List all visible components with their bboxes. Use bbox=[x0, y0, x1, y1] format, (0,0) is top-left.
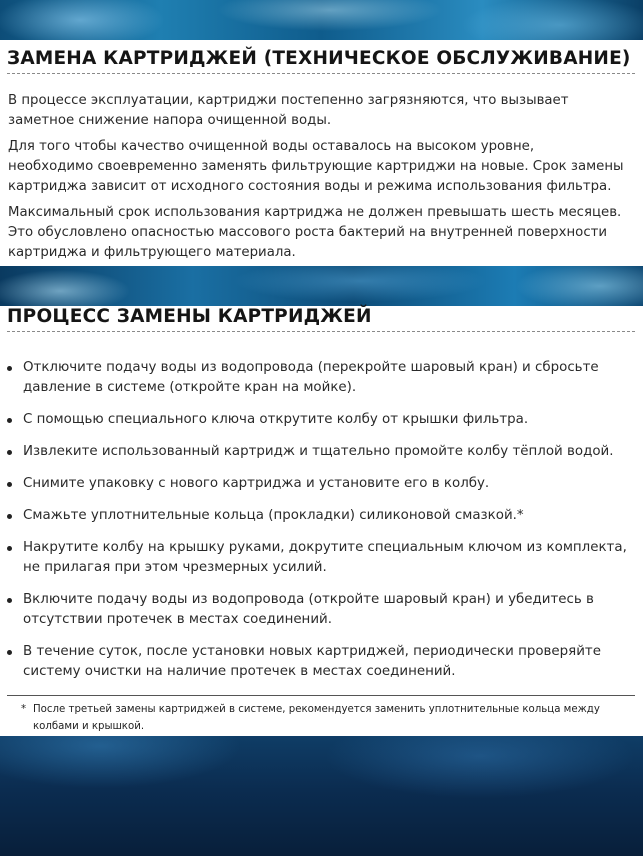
step-line: давление в системе (откройте кран на мойке). bbox=[23, 380, 357, 395]
step-line: не прилагая при этом чрезмерных усилий. bbox=[23, 560, 327, 575]
step-line: Снимите упаковку с нового картриджа и установите его в колбу. bbox=[23, 476, 490, 491]
step-line: Накрутите колбу на крышку руками, докрутите специальным ключом из комплекта, bbox=[23, 540, 627, 555]
section-title: ЗАМЕНА КАРТРИДЖЕЙ (ТЕХНИЧЕСКОЕ ОБСЛУЖИВАНИЕ) bbox=[7, 48, 631, 69]
step-line: Включите подачу воды из водопровода (откройте шаровый кран) и убедитесь в bbox=[23, 592, 594, 607]
list-item bbox=[0, 538, 643, 578]
list-item bbox=[0, 442, 643, 462]
list-item bbox=[0, 642, 643, 682]
bullet-icon bbox=[7, 450, 12, 455]
bullet-icon bbox=[7, 546, 12, 551]
paragraph bbox=[8, 137, 640, 197]
bullet-icon bbox=[7, 598, 12, 603]
bullet-icon bbox=[7, 418, 12, 423]
footnote bbox=[21, 701, 621, 735]
dashed-divider bbox=[7, 73, 635, 74]
paragraph bbox=[8, 91, 640, 131]
paragraph-line: В процессе эксплуатации, картриджи постепенно загрязняются, что вызывает bbox=[8, 93, 569, 108]
water-banner-middle bbox=[0, 266, 643, 306]
footnote-marker: * bbox=[21, 704, 27, 715]
list-item bbox=[0, 506, 643, 526]
list-item bbox=[0, 590, 643, 630]
dashed-divider bbox=[7, 331, 635, 332]
water-background-bottom bbox=[0, 736, 643, 856]
paragraph-line: Это обусловлено опасностью массового роста бактерий на внутренней поверхности bbox=[8, 225, 608, 240]
step-line: С помощью специального ключа открутите колбу от крышки фильтра. bbox=[23, 412, 529, 427]
paragraph-line: необходимо своевременно заменять фильтрующие картриджи на новые. Срок замены bbox=[8, 159, 624, 174]
steps-list bbox=[0, 358, 643, 682]
list-item bbox=[0, 410, 643, 430]
step-line: Отключите подачу воды из водопровода (перекройте шаровый кран) и сбросьте bbox=[23, 360, 599, 375]
list-item bbox=[0, 358, 643, 398]
step-line: В течение суток, после установки новых картриджей, периодически проверяйте bbox=[23, 644, 601, 659]
water-banner-top bbox=[0, 0, 643, 40]
footnote-line: После третьей замены картриджей в системе, рекомендуется заменить уплотнительные кольца между bbox=[33, 704, 600, 715]
paragraph-line: картриджа зависит от исходного состояния воды и режима использования фильтра. bbox=[8, 179, 612, 194]
bullet-icon bbox=[7, 366, 12, 371]
paragraph bbox=[8, 203, 640, 263]
step-line: отсутствии протечек в местах соединений. bbox=[23, 612, 332, 627]
step-line: Смажьте уплотнительные кольца (прокладки) силиконовой смазкой.* bbox=[23, 508, 524, 523]
replacement-process-section bbox=[0, 306, 643, 736]
bullet-icon bbox=[7, 650, 12, 655]
paragraph-line: Для того чтобы качество очищенной воды оставалось на высоком уровне, bbox=[8, 139, 535, 154]
bullet-icon bbox=[7, 482, 12, 487]
footnote-divider bbox=[7, 695, 635, 696]
step-line: систему очистки на наличие протечек в местах соединений. bbox=[23, 664, 456, 679]
paragraph-line: картриджа и фильтрующего материала. bbox=[8, 245, 296, 260]
list-item bbox=[0, 474, 643, 494]
footnote-line: колбами и крышкой. bbox=[33, 721, 145, 732]
paragraph-line: Максимальный срок использования картриджа не должен превышать шесть месяцев. bbox=[8, 205, 622, 220]
bullet-icon bbox=[7, 514, 12, 519]
step-line: Извлеките использованный картридж и тщательно промойте колбу тёплой водой. bbox=[23, 444, 614, 459]
maintenance-section bbox=[0, 40, 643, 266]
paragraph-line: заметное снижение напора очищенной воды. bbox=[8, 113, 332, 128]
section-title: ПРОЦЕСС ЗАМЕНЫ КАРТРИДЖЕЙ bbox=[7, 306, 372, 327]
